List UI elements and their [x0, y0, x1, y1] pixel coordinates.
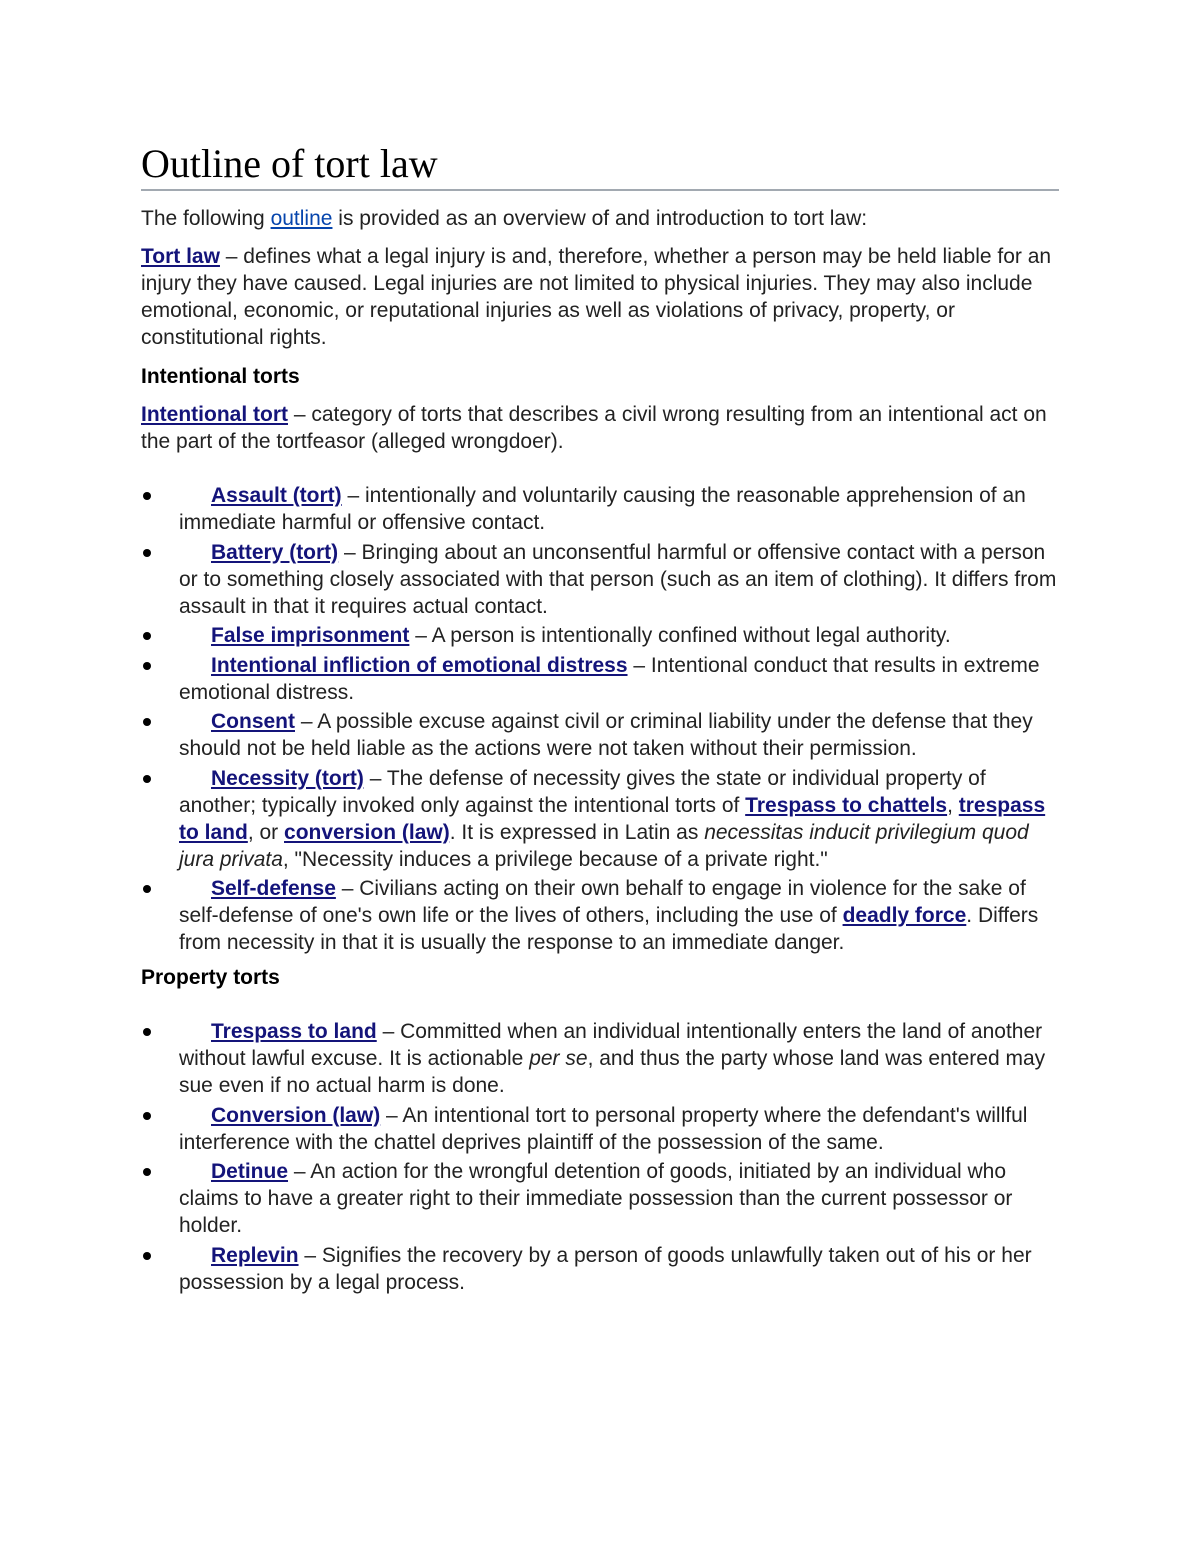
tort-law-definition: Tort law – defines what a legal injury is and, therefore, whether a person may be held liable for an injury they have caused. Legal injuries are not limited to physical injuries. They may also include emotional, economic, or reputational injuries as well as violations of privacy, property, or constitutional rights.: [141, 245, 1052, 349]
consent-link[interactable]: Consent: [211, 710, 295, 733]
emotional-distress-link[interactable]: Intentional infliction of emotional distress: [211, 653, 628, 677]
bullet-icon: [143, 1252, 151, 1260]
latin-phrase: necessitas inducit privilegium quod jura privata: [179, 820, 1029, 871]
list-item-consent: Consent – A possible excuse against civil or criminal liability under the defense that they should not be held liable as the actions were not taken without their permission.: [141, 708, 1059, 762]
intro-paragraph: The following outline is provided as an overview of and introduction to tort law:: [141, 207, 868, 230]
bullet-icon: [143, 1168, 151, 1176]
title-divider: [141, 189, 1059, 191]
tort-law-link[interactable]: Tort law: [141, 245, 220, 268]
bullet-icon: [143, 662, 151, 670]
bullet-icon: [143, 1112, 151, 1120]
outline-link[interactable]: outline: [270, 207, 333, 230]
bullet-icon: [143, 775, 151, 783]
list-item-conversion: Conversion (law) – An intentional tort to personal property where the defendant's willful interference with the chattel deprives plaintiff of the possession of the same.: [141, 1102, 1059, 1156]
intentional-tort-link[interactable]: Intentional tort: [141, 403, 288, 426]
bullet-icon: [143, 549, 151, 557]
property-torts-list: [141, 1018, 1059, 1296]
list-item-necessity: Necessity (tort) – The defense of necessity gives the state or individual property of another; typically invoked only against the intentional torts of Trespass to chattels, trespass to land, or conversion (law). It is expressed in Latin as necessitas inducit privilegium quod jura privata, "Necessity induces a privilege because of a private right.": [141, 765, 1059, 873]
list-item-false-imprisonment: False imprisonment – A person is intentionally confined without legal authority.: [141, 622, 1059, 649]
bullet-icon: [143, 718, 151, 726]
article: [141, 140, 1059, 1298]
page-title: Outline of tort law: [141, 141, 438, 186]
battery-link[interactable]: Battery (tort): [211, 540, 339, 564]
false-imprisonment-link[interactable]: False imprisonment: [211, 624, 410, 647]
trespass-to-land-link[interactable]: trespass to land: [179, 793, 1046, 844]
conversion-item-link[interactable]: Conversion (law): [211, 1103, 381, 1127]
bullet-icon: [143, 492, 151, 500]
list-item-battery: Battery (tort) – Bringing about an unconsentful harmful or offensive contact with a person or to something closely associated with that person (such as an item of clothing). It differs from assault in that it requires actual contact.: [141, 539, 1059, 620]
list-item-detinue: Detinue – An action for the wrongful detention of goods, initiated by an individual who claims to have a greater right to their immediate possession than the current possessor or holder.: [141, 1158, 1059, 1239]
list-item-replevin: Replevin – Signifies the recovery by a person of goods unlawfully taken out of his or her possession by a legal process.: [141, 1242, 1059, 1296]
bullet-icon: [143, 632, 151, 640]
list-item-emotional-distress: Intentional infliction of emotional distress – Intentional conduct that results in extreme emotional distress.: [141, 652, 1059, 706]
self-defense-link[interactable]: Self-defense: [211, 877, 336, 900]
deadly-force-link[interactable]: deadly force: [842, 904, 967, 927]
list-item-trespass-to-land: Trespass to land – Committed when an individual intentionally enters the land of another without lawful excuse. It is actionable per se, and thus the party whose land was entered may sue even if no actual harm is done.: [141, 1018, 1059, 1099]
intentional-tort-definition: Intentional tort – category of torts that describes a civil wrong resulting from an intentional act on the part of the tortfeasor (alleged wrongdoer).: [141, 403, 1047, 453]
bullet-icon: [143, 885, 151, 893]
intentional-torts-heading: Intentional torts: [141, 365, 300, 388]
intentional-torts-list: [141, 482, 1059, 956]
property-torts-heading: Property torts: [141, 966, 280, 989]
trespass-to-land-item-link[interactable]: Trespass to land: [211, 1020, 377, 1043]
bullet-icon: [143, 1028, 151, 1036]
necessity-link[interactable]: Necessity (tort): [211, 766, 364, 790]
replevin-link[interactable]: Replevin: [211, 1243, 299, 1267]
assault-link[interactable]: Assault (tort): [211, 484, 342, 507]
list-item-self-defense: Self-defense – Civilians acting on their own behalf to engage in violence for the sake of self-defense of one's own life or the lives of others, including the use of deadly force. Differs from necessity in that it is usually the response to an immediate danger.: [141, 875, 1059, 956]
detinue-link[interactable]: Detinue: [211, 1160, 289, 1183]
list-item-assault: Assault (tort) – intentionally and voluntarily causing the reasonable apprehension of an immediate harmful or offensive contact.: [141, 482, 1059, 536]
conversion-link[interactable]: conversion (law): [284, 820, 450, 844]
trespass-to-chattels-link[interactable]: Trespass to chattels: [745, 793, 948, 817]
